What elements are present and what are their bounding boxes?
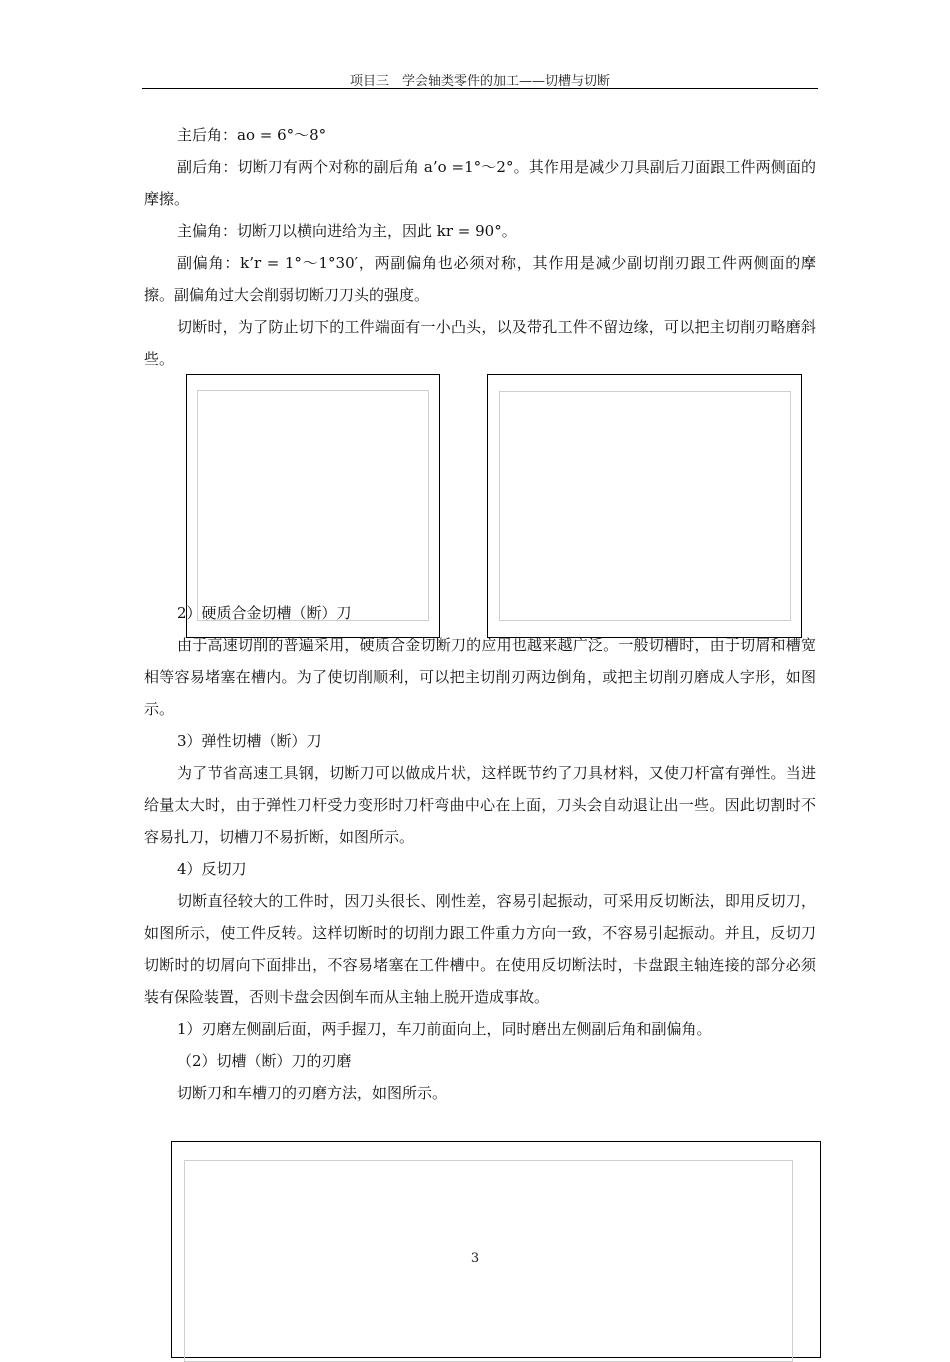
figure-inner-left (197, 390, 429, 621)
paragraph-main-clearance-angle: 主后角：ao = 6°～8° (177, 126, 327, 144)
figure-inner-right (499, 391, 791, 621)
paragraph-reverse-cutting-tool: 切断直径较大的工件时，因刀头很长、刚性差，容易引起振动，可采用反切断法，即用反切刀，如图所示，使工件反转。这样切断时的切削力跟工件重力方向一致，不容易引起振动。并且，反切刀切断时的切屑向下面排出，不容易堵塞在工件槽中。在使用反切断法时，卡盘跟主轴连接的部分必须装有保险装置，否则卡盘会因倒车而从主轴上脱开造成事故。 (144, 892, 816, 1006)
header-rule (142, 88, 818, 89)
paragraph-elastic-grooving-tool: 为了节省高速工具钢，切断刀可以做成片状，这样既节约了刀具材料，又使刀杆富有弹性。当进给量太大时，由于弹性刀杆受力变形时刀杆弯曲中心在上面，刀头会自动退让出一些。因此切割时不容易扎刀，切槽刀不易折断，如图所示。 (144, 764, 816, 846)
paragraph-main-cutting-edge-angle: 主偏角：切断刀以横向进给为主，因此 kr = 90°。 (177, 222, 517, 240)
figure-frame-bottom (171, 1141, 821, 1358)
heading-tool-grinding: （2）切槽（断）刀的刃磨 (177, 1052, 352, 1070)
heading-carbide-grooving-tool: 2）硬质合金切槽（断）刀 (177, 604, 352, 622)
paragraph-grinding-method: 切断刀和车槽刀的刃磨方法，如图所示。 (177, 1084, 448, 1102)
heading-elastic-grooving-tool: 3）弹性切槽（断）刀 (177, 732, 322, 750)
paragraph-secondary-cutting-edge-angle: 副偏角：k’r = 1°～1°30′，两副偏角也必须对称，其作用是减少副切削刃跟工件两侧面的摩擦。副偏角过大会削弱切断刀刀头的强度。 (144, 254, 816, 304)
paragraph-grinding-left-face: 1）刃磨左侧副后面，两手握刀，车刀前面向上，同时磨出左侧副后角和副偏角。 (177, 1020, 712, 1038)
paragraph-carbide-grooving-tool: 由于高速切削的普遍采用，硬质合金切断刀的应用也越来越广泛。一般切槽时，由于切屑和槽宽相等容易堵塞在槽内。为了使切削顺利，可以把主切削刃两边倒角，或把主切削刃磨成人字形，如图示。 (144, 636, 816, 718)
page-header: 项目三 学会轴类零件的加工——切槽与切断 (349, 74, 610, 89)
heading-reverse-cutting-tool: 4）反切刀 (177, 860, 247, 878)
page-number: 3 (470, 1251, 480, 1266)
paragraph-secondary-clearance-angle: 副后角：切断刀有两个对称的副后角 a’o =1°～2°。其作用是减少刀具副后刀面跟工件两侧面的摩擦。 (144, 158, 816, 208)
paragraph-cutting-note: 切断时，为了防止切下的工件端面有一小凸头，以及带孔工件不留边缘，可以把主切削刃略磨斜些。 (144, 318, 816, 368)
